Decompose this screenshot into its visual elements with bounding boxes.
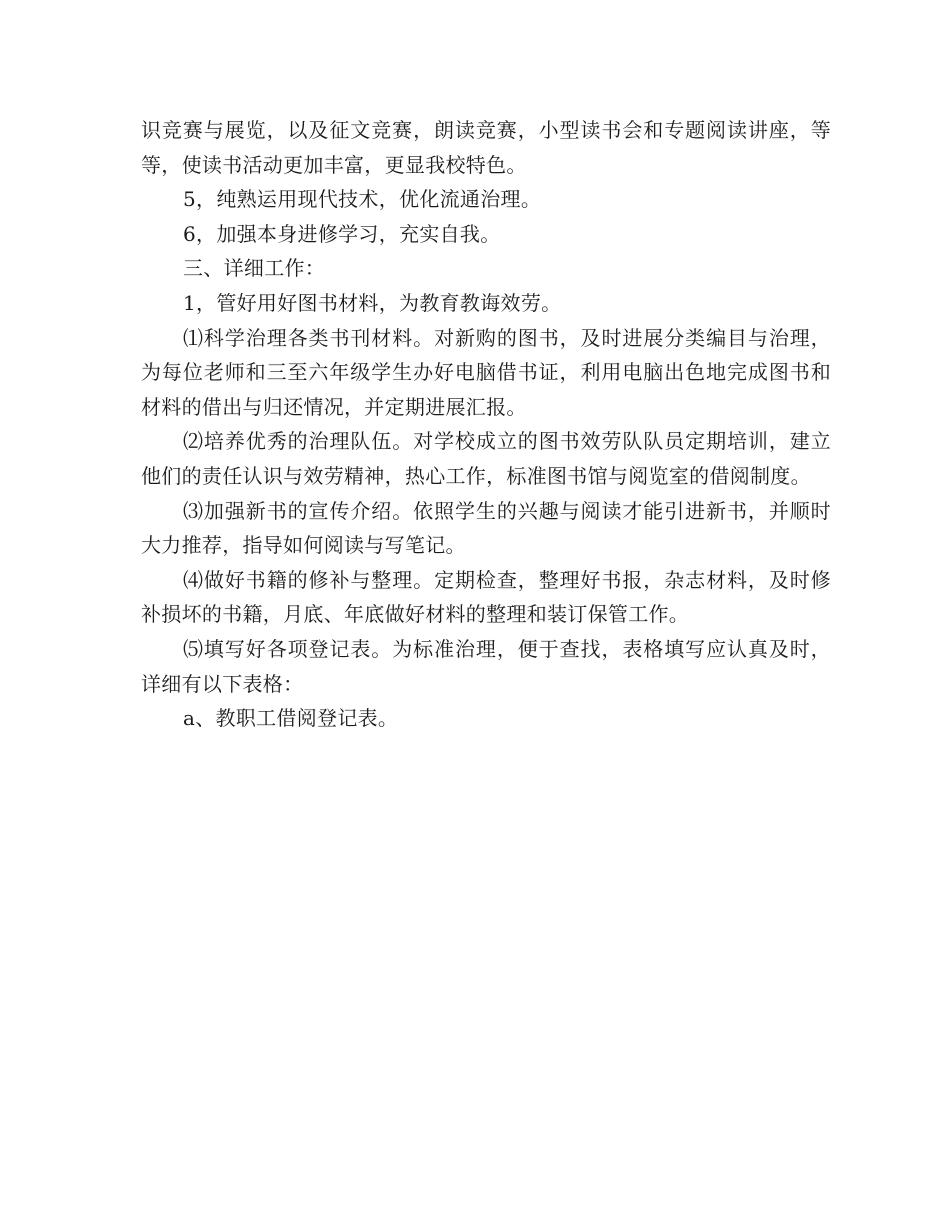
paragraph-subitem-3: ⑶加强新书的宣传介绍。依照学生的兴趣与阅读才能引进新书，并顺时大力推荐，指导如何阅读与写笔记。 [141, 498, 831, 558]
paragraph-item-6: 6，加强本身进修学习，充实自我。 [183, 221, 501, 246]
paragraph-item-5: 5，纯熟运用现代技术，优化流通治理。 [183, 187, 542, 212]
paragraph-subitem-1: ⑴科学治理各类书刊材料。对新购的图书，及时进展分类编目与治理，为每位老师和三至六年级学生办好电脑借书证，利用电脑出色地完成图书和材料的借出与归还情况，并定期进展汇报。 [141, 325, 831, 419]
paragraph-continuation: 识竞赛与展览，以及征文竞赛，朗读竞赛，小型读书会和专题阅读讲座，等等，使读书活动更加丰富，更显我校特色。 [141, 118, 831, 177]
paragraph-work-item-1: 1，管好用好图书材料，为教育教诲效劳。 [183, 290, 562, 315]
paragraph-subitem-4: ⑷做好书籍的修补与整理。定期检查，整理好书报，杂志材料，及时修补损坏的书籍，月底、年底做好材料的整理和装订保管工作。 [141, 567, 831, 627]
section-heading-detailed-work: 三、详细工作： [183, 256, 326, 281]
paragraph-subitem-5: ⑸填写好各项登记表。为标准治理，便于查找，表格填写应认真及时，详细有以下表格： [141, 636, 831, 696]
paragraph-form-a: a、教职工借阅登记表。 [183, 706, 399, 731]
document-body [141, 113, 831, 736]
paragraph-subitem-2: ⑵培养优秀的治理队伍。对学校成立的图书效劳队队员定期培训，建立他们的责任认识与效劳精神，热心工作，标准图书馆与阅览室的借阅制度。 [141, 429, 831, 488]
